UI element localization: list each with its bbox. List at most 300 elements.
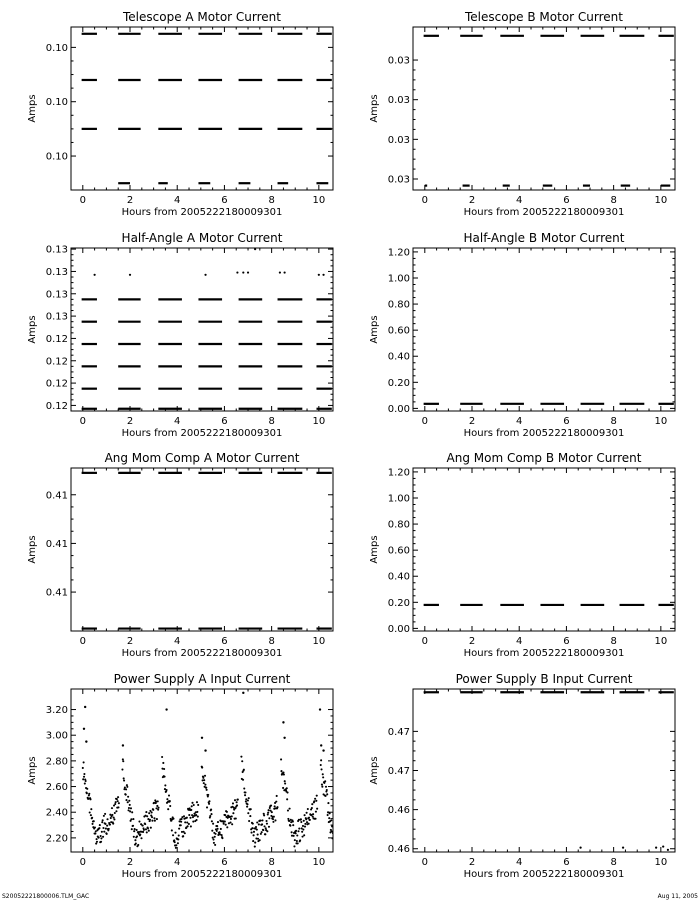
x-tick-label: 0 <box>79 636 86 647</box>
y-axis-label: Amps <box>27 94 38 123</box>
data-point <box>247 271 249 273</box>
y-tick-label: 0.12 <box>45 356 68 368</box>
data-point <box>293 835 295 837</box>
data-point <box>102 819 104 821</box>
data-layer <box>82 473 332 629</box>
x-tick-label: 4 <box>516 195 523 206</box>
y-tick-label: 0.12 <box>45 333 68 345</box>
y-tick-label: 0.03 <box>387 55 410 67</box>
y-tick-label: 0.12 <box>45 400 68 412</box>
data-point <box>268 809 270 811</box>
y-tick-label: 1.20 <box>387 467 410 479</box>
x-tick-label: 0 <box>79 857 86 868</box>
data-point <box>232 802 234 804</box>
plot-frame <box>413 248 675 411</box>
data-point <box>254 846 256 848</box>
chart-panel-3 <box>27 231 333 439</box>
data-point <box>210 809 212 811</box>
data-point <box>208 803 210 805</box>
data-point <box>225 824 227 826</box>
data-point <box>311 803 313 805</box>
data-point <box>236 801 238 803</box>
data-point <box>151 811 153 813</box>
data-point <box>127 796 129 798</box>
data-point <box>296 840 298 842</box>
data-point <box>163 768 165 770</box>
y-tick-label: 3.20 <box>45 705 68 717</box>
data-point <box>300 821 302 823</box>
data-point <box>129 810 131 812</box>
data-point <box>293 845 295 847</box>
chart-panel-8 <box>369 672 675 880</box>
chart-title: Telescope B Motor Current <box>464 10 624 24</box>
data-point <box>292 821 294 823</box>
data-point <box>161 756 163 758</box>
data-point <box>109 824 111 826</box>
data-point <box>85 740 87 742</box>
y-tick-label: 2.20 <box>45 833 68 845</box>
chart-title: Telescope A Motor Current <box>123 10 281 24</box>
data-point <box>247 799 249 801</box>
data-point <box>229 821 231 823</box>
data-point <box>241 760 243 762</box>
data-point <box>93 820 95 822</box>
y-tick-label: 0.80 <box>387 519 410 531</box>
data-point <box>122 758 124 760</box>
data-point <box>210 813 212 815</box>
x-tick-label: 8 <box>610 416 617 427</box>
y-tick-label: 0.03 <box>387 174 410 186</box>
data-point <box>320 759 322 761</box>
x-tick-label: 4 <box>174 416 181 427</box>
data-point <box>191 805 193 807</box>
data-point <box>188 823 190 825</box>
data-point <box>246 803 248 805</box>
x-tick-label: 6 <box>221 416 228 427</box>
data-point <box>106 833 108 835</box>
x-tick-label: 0 <box>421 195 428 206</box>
plot-frame <box>413 689 675 852</box>
y-tick-label: 0.00 <box>387 403 410 415</box>
data-point <box>232 812 234 814</box>
data-point <box>326 793 328 795</box>
data-point <box>272 818 274 820</box>
data-point <box>133 836 135 838</box>
data-point <box>100 837 102 839</box>
data-point <box>247 812 249 814</box>
data-layer <box>82 248 332 409</box>
x-tick-label: 2 <box>126 857 134 868</box>
y-tick-label: 0.13 <box>45 266 68 278</box>
data-point <box>187 825 189 827</box>
data-point <box>178 835 180 837</box>
y-tick-label: 0.13 <box>45 244 68 256</box>
data-point <box>83 776 85 778</box>
data-point <box>196 801 198 803</box>
data-point <box>154 820 156 822</box>
data-point <box>226 811 228 813</box>
data-point <box>175 847 177 849</box>
data-point <box>243 769 245 771</box>
data-point <box>111 807 113 809</box>
data-point <box>322 274 324 276</box>
data-point <box>211 820 213 822</box>
data-layer <box>82 692 334 849</box>
y-tick-label: 1.00 <box>387 273 410 285</box>
data-point <box>234 799 236 801</box>
data-point <box>237 798 239 800</box>
data-point <box>168 794 170 796</box>
data-point <box>147 827 149 829</box>
data-point <box>113 817 115 819</box>
data-point <box>153 817 155 819</box>
chart-title: Ang Mom Comp A Motor Current <box>104 451 300 465</box>
data-point <box>116 798 118 800</box>
data-point <box>95 843 97 845</box>
data-point <box>316 808 318 810</box>
y-tick-label: 0.03 <box>387 134 410 146</box>
data-point <box>320 768 322 770</box>
y-tick-label: 0.10 <box>45 151 68 163</box>
data-point <box>265 827 267 829</box>
y-tick-label: 0.47 <box>387 766 410 777</box>
y-tick-label: 0.41 <box>45 538 68 550</box>
data-point <box>201 767 203 769</box>
data-point <box>83 773 85 775</box>
data-point <box>151 816 153 818</box>
data-point <box>301 831 303 833</box>
data-point <box>254 842 256 844</box>
data-point <box>184 832 186 834</box>
data-point <box>253 831 255 833</box>
data-point <box>209 815 211 817</box>
data-point <box>291 831 293 833</box>
data-point <box>265 820 267 822</box>
data-point <box>99 824 101 826</box>
chart-panel-7 <box>27 672 334 880</box>
data-point <box>235 818 237 820</box>
y-tick-label: 2.80 <box>45 756 68 768</box>
data-point <box>89 811 91 813</box>
data-point <box>114 812 116 814</box>
plot-frame <box>71 248 333 411</box>
data-point <box>188 814 190 816</box>
data-point <box>255 826 257 828</box>
data-layer <box>424 692 674 851</box>
data-point <box>143 829 145 831</box>
x-tick-label: 2 <box>126 195 134 206</box>
chart-title: Power Supply B Input Current <box>455 672 633 686</box>
data-layer <box>424 36 674 186</box>
data-point <box>134 839 136 841</box>
data-point <box>297 830 299 832</box>
data-point <box>166 798 168 800</box>
data-point <box>287 792 289 794</box>
x-tick-label: 6 <box>563 857 570 868</box>
data-point <box>123 779 125 781</box>
data-point <box>216 825 218 827</box>
x-tick-label: 10 <box>312 416 326 427</box>
x-axis-label: Hours from 2005222180009301 <box>121 428 283 439</box>
data-point <box>189 817 191 819</box>
data-point <box>289 825 291 827</box>
x-tick-label: 0 <box>421 857 428 868</box>
data-point <box>164 784 166 786</box>
chart-panel-4 <box>369 231 675 439</box>
y-tick-label: 0.03 <box>387 95 410 107</box>
data-point <box>146 831 148 833</box>
data-point <box>250 808 252 810</box>
data-point <box>103 815 105 817</box>
data-point <box>122 760 124 762</box>
data-point <box>190 825 192 827</box>
data-point <box>312 816 314 818</box>
x-tick-label: 10 <box>312 857 326 868</box>
y-axis-label: Amps <box>369 315 380 344</box>
data-point <box>231 815 233 817</box>
data-point <box>302 825 304 827</box>
data-point <box>102 827 104 829</box>
data-point <box>177 842 179 844</box>
chart-title: Half-Angle B Motor Current <box>463 231 625 245</box>
y-tick-label: 0.80 <box>387 299 410 311</box>
data-point <box>204 784 206 786</box>
data-point <box>186 821 188 823</box>
data-point <box>135 842 137 844</box>
data-point <box>311 807 313 809</box>
y-tick-label: 2.40 <box>45 807 68 819</box>
data-point <box>263 825 265 827</box>
data-point <box>100 835 102 837</box>
data-point <box>86 792 88 794</box>
data-point <box>83 761 85 763</box>
data-point <box>130 807 132 809</box>
data-point <box>283 737 285 739</box>
y-tick-label: 2.60 <box>45 782 68 794</box>
data-point <box>106 825 108 827</box>
y-tick-label: 0.60 <box>387 545 410 557</box>
x-tick-label: 6 <box>563 636 570 647</box>
data-point <box>183 815 185 817</box>
data-point <box>152 809 154 811</box>
data-point <box>258 823 260 825</box>
data-point <box>196 811 198 813</box>
data-point <box>622 847 624 849</box>
data-point <box>242 692 244 694</box>
chart-title: Half-Angle A Motor Current <box>121 231 283 245</box>
data-point <box>169 805 171 807</box>
data-point <box>204 775 206 777</box>
y-tick-label: 0.12 <box>45 378 68 390</box>
data-point <box>264 833 266 835</box>
data-point <box>221 834 223 836</box>
data-point <box>304 814 306 816</box>
data-point <box>662 845 664 847</box>
data-point <box>146 815 148 817</box>
data-point <box>230 818 232 820</box>
data-point <box>275 801 277 803</box>
data-point <box>268 817 270 819</box>
data-point <box>261 831 263 833</box>
data-point <box>220 828 222 830</box>
data-point <box>178 828 180 830</box>
data-point <box>145 828 147 830</box>
data-point <box>156 818 158 820</box>
x-tick-label: 2 <box>468 195 476 206</box>
chart-panel-1 <box>27 10 333 218</box>
data-point <box>115 810 117 812</box>
data-point <box>319 708 321 710</box>
data-point <box>101 831 103 833</box>
x-tick-label: 8 <box>268 636 275 647</box>
data-point <box>117 806 119 808</box>
footer-right-text: Aug 11, 2005 <box>657 893 698 900</box>
y-tick-label: 0.41 <box>45 587 68 599</box>
data-point <box>316 795 318 797</box>
data-point <box>191 814 193 816</box>
data-point <box>202 777 204 779</box>
data-point <box>139 833 141 835</box>
data-point <box>108 828 110 830</box>
data-point <box>144 823 146 825</box>
data-point <box>332 832 334 834</box>
y-axis-label: Amps <box>369 535 380 564</box>
data-point <box>324 780 326 782</box>
data-point <box>327 814 329 816</box>
data-point <box>96 841 98 843</box>
data-point <box>221 837 223 839</box>
data-point <box>175 844 177 846</box>
data-point <box>294 839 296 841</box>
data-point <box>142 825 144 827</box>
data-point <box>112 823 114 825</box>
data-point <box>303 834 305 836</box>
data-point <box>169 800 171 802</box>
data-point <box>98 837 100 839</box>
data-point <box>282 721 284 723</box>
data-point <box>314 818 316 820</box>
plots-layer <box>27 10 675 880</box>
data-point <box>94 826 96 828</box>
data-point <box>165 708 167 710</box>
data-point <box>204 749 206 751</box>
data-point <box>579 847 581 849</box>
x-axis-label: Hours from 2005222180009301 <box>463 207 625 218</box>
data-point <box>240 756 242 758</box>
data-point <box>251 832 253 834</box>
data-point <box>117 800 119 802</box>
data-point <box>312 813 314 815</box>
data-point <box>122 744 124 746</box>
data-point <box>181 818 183 820</box>
data-point <box>284 780 286 782</box>
data-point <box>302 828 304 830</box>
data-point <box>219 831 221 833</box>
data-point <box>127 801 129 803</box>
data-point <box>111 814 113 816</box>
data-point <box>137 844 139 846</box>
data-point <box>296 834 298 836</box>
x-tick-label: 6 <box>563 416 570 427</box>
data-point <box>306 812 308 814</box>
data-point <box>180 821 182 823</box>
data-point <box>226 826 228 828</box>
x-axis-label: Hours from 2005222180009301 <box>121 648 283 659</box>
data-point <box>212 837 214 839</box>
x-axis-label: Hours from 2005222180009301 <box>463 648 625 659</box>
data-point <box>162 762 164 764</box>
data-point <box>214 844 216 846</box>
data-point <box>172 834 174 836</box>
data-point <box>236 271 238 273</box>
data-point <box>163 776 165 778</box>
data-point <box>289 808 291 810</box>
data-point <box>129 274 131 276</box>
data-point <box>195 814 197 816</box>
data-point <box>224 814 226 816</box>
x-tick-label: 0 <box>421 416 428 427</box>
data-point <box>213 842 215 844</box>
data-point <box>295 832 297 834</box>
data-point <box>286 787 288 789</box>
y-axis-label: Amps <box>27 756 38 785</box>
data-point <box>123 777 125 779</box>
data-point <box>249 815 251 817</box>
data-point <box>128 800 130 802</box>
data-point <box>131 811 133 813</box>
data-point <box>206 806 208 808</box>
data-point <box>274 819 276 821</box>
data-point <box>314 798 316 800</box>
data-point <box>186 817 188 819</box>
data-point <box>322 749 324 751</box>
chart-title: Ang Mom Comp B Motor Current <box>446 451 642 465</box>
data-point <box>252 823 254 825</box>
data-point <box>156 805 158 807</box>
data-point <box>267 813 269 815</box>
data-point <box>297 842 299 844</box>
data-point <box>299 839 301 841</box>
plot-frame <box>71 27 333 190</box>
x-tick-label: 10 <box>654 636 668 647</box>
x-tick-label: 0 <box>79 416 86 427</box>
data-point <box>325 795 327 797</box>
data-point <box>100 841 102 843</box>
x-tick-label: 2 <box>126 416 134 427</box>
data-point <box>327 802 329 804</box>
data-point <box>253 834 255 836</box>
footer-left-text: S20052221800006.TLM_GAC <box>2 893 90 900</box>
data-point <box>212 823 214 825</box>
data-point <box>276 795 278 797</box>
data-point <box>98 827 100 829</box>
x-tick-label: 6 <box>563 195 570 206</box>
data-point <box>308 823 310 825</box>
data-point <box>104 813 106 815</box>
data-point <box>174 841 176 843</box>
x-tick-label: 2 <box>468 636 476 647</box>
x-tick-label: 8 <box>268 195 275 206</box>
data-point <box>133 830 135 832</box>
data-point <box>203 782 205 784</box>
x-tick-label: 4 <box>174 636 181 647</box>
y-tick-label: 0.13 <box>45 311 68 323</box>
data-point <box>279 271 281 273</box>
data-point <box>322 773 324 775</box>
data-point <box>126 786 128 788</box>
data-point <box>263 814 265 816</box>
chart-panel-6 <box>369 451 675 659</box>
